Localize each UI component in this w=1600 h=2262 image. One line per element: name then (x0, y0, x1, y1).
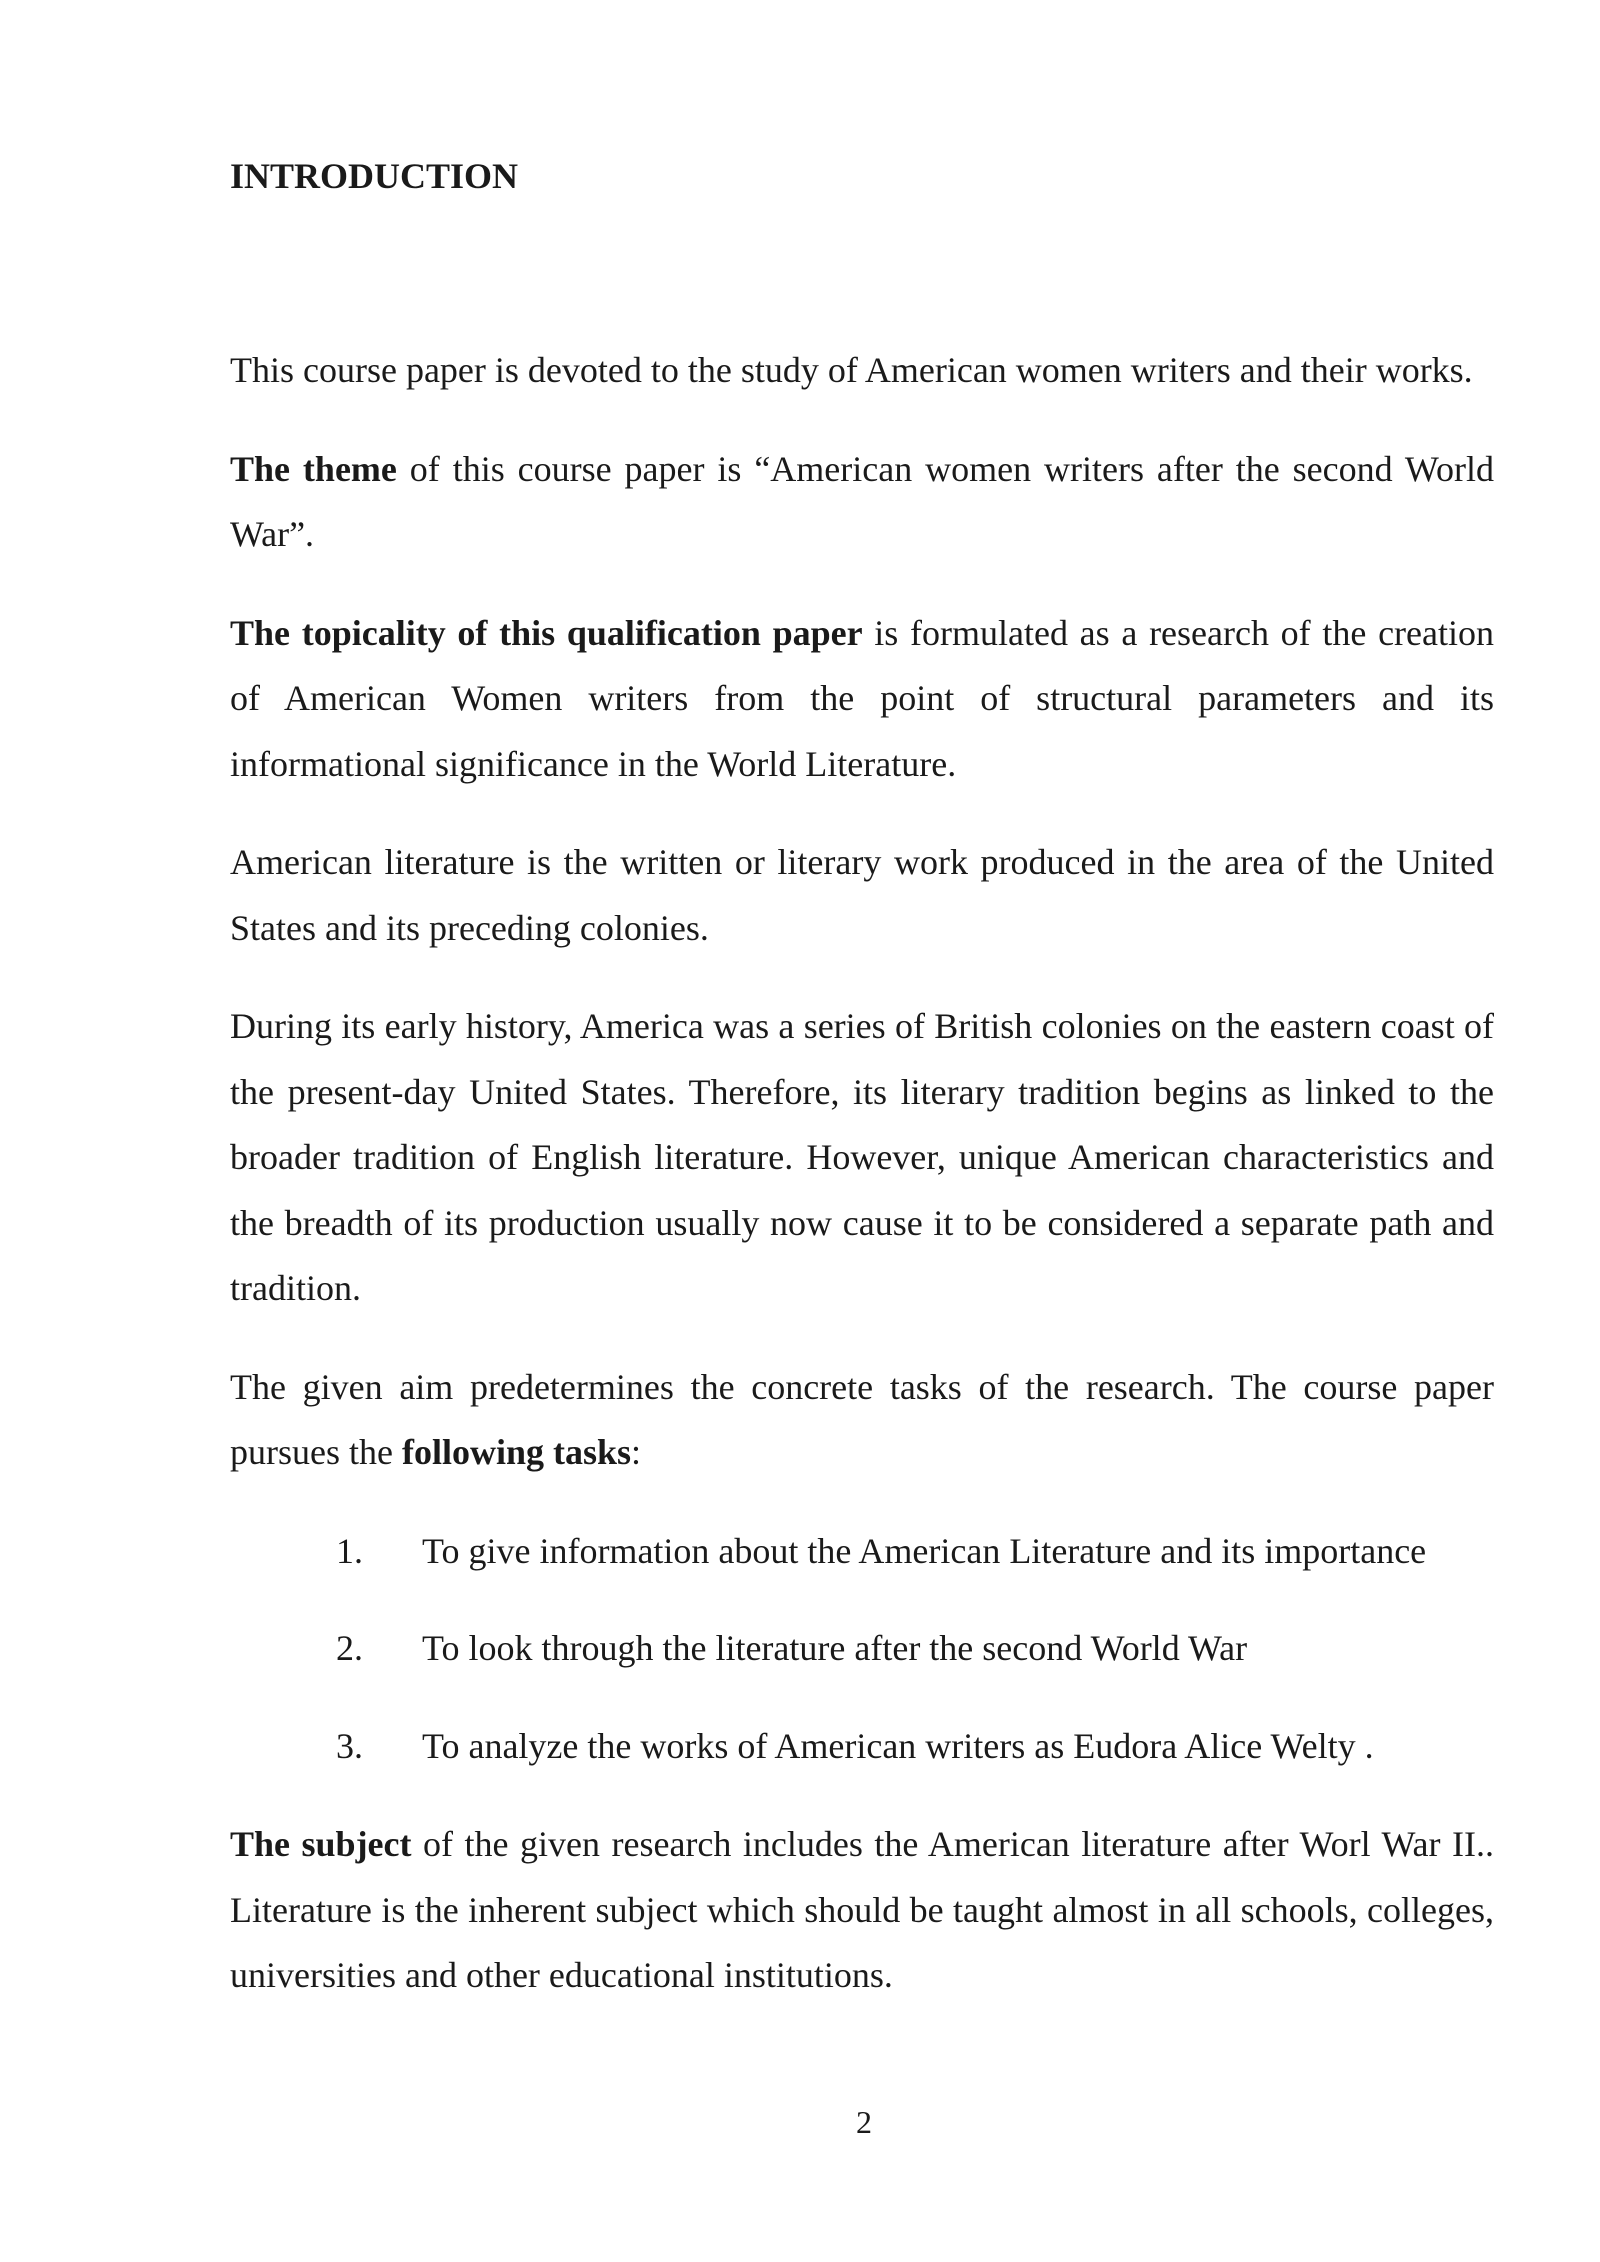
paragraph-tasks-intro (230, 1355, 1494, 1486)
task-list (230, 1519, 1494, 1780)
list-item (230, 1616, 1494, 1682)
paragraph-early-history (230, 994, 1494, 1322)
list-item-text: To analyze the works of American writers as Eudora Alice Welty . (422, 1725, 1374, 1766)
list-item-text: To look through the literature after the second World War (422, 1628, 1248, 1668)
paragraph-topicality-text: is formulated as a research of the creation of American Women writers from the point of structural parameters and its informational significance in the World Literature. (230, 612, 1495, 784)
paragraph-tasks-intro-tail: : (631, 1432, 642, 1472)
list-item-number: 1. (336, 1530, 363, 1571)
body-text (230, 338, 1494, 2042)
paragraph-subject-label: The subject (230, 1824, 412, 1864)
paragraph-intro (230, 338, 1494, 404)
paragraph-early-history-text: During its early history, America was a series of British colonies on the eastern coast of the present-day United States. Therefore, its literary tradition begins as linked to the broader tradition of English literature. However, unique American characteristics and the breadth of its production usually now cause it to be considered a separate path and tradition. (230, 1006, 1494, 1308)
paragraph-american-literature (230, 830, 1494, 961)
list-item (230, 1714, 1494, 1780)
page-title: INTRODUCTION (230, 156, 519, 196)
list-item-text: To give information about the American Literature and its importance (422, 1530, 1427, 1571)
paragraph-intro-text: This course paper is devoted to the study of American women writers and their works. (230, 350, 1473, 390)
paragraph-topicality (230, 601, 1494, 798)
paragraph-tasks-intro-label: following tasks (401, 1432, 632, 1472)
page-number: 2 (856, 2104, 872, 2140)
paragraph-theme-label: The theme (230, 448, 397, 489)
paragraph-topicality-label: The topicality of this qualification paper (230, 612, 863, 653)
paragraph-american-literature-text: American literature is the written or literary work produced in the area of the United States and its preceding colonies. (230, 842, 1494, 948)
paragraph-theme-text: of this course paper is “American women writers after the second World War”. (230, 448, 1494, 554)
paragraph-theme (230, 437, 1494, 568)
paragraph-tasks-intro-text: The given aim predetermines the concrete tasks of the research. The course paper pursues the (230, 1366, 1494, 1472)
list-item-number: 3. (336, 1725, 363, 1766)
paragraph-subject-text: of the given research includes the American literature after Worl War II.. Literature is the inherent subject which should be taught almost in all schools, colleges, universities and other educational institutions. (230, 1824, 1495, 1995)
list-item-number: 2. (336, 1628, 363, 1668)
paragraph-subject (230, 1812, 1494, 2009)
list-item (230, 1519, 1494, 1585)
